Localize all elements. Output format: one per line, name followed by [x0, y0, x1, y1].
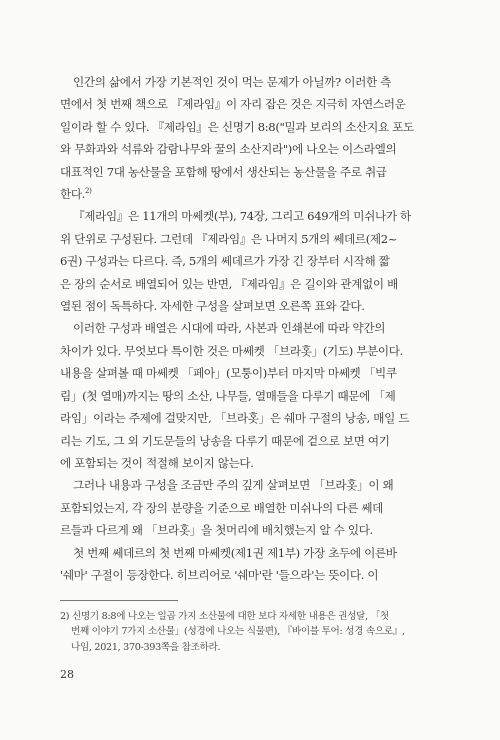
footnote-reference[interactable]: 2)	[85, 187, 92, 196]
text-line: 열된 점이 독특하다. 자세한 구성을 살펴보면 오른쪽 표와 같다.	[60, 299, 365, 314]
text-line: 와 무화과와 석류와 감람나무와 꿀의 소산지라")에 나오는 이스라엘의	[60, 142, 397, 157]
text-line: 대표적인 7대 농산물을 포함해 땅에서 생산되는 농산물을 주로 취급	[60, 164, 387, 179]
text-line: 차이가 있다. 무엇보다 특이한 것은 마쎄켓 「브라홋」(기도) 부분이다.	[60, 343, 403, 358]
text-line: 르들과 다르게 왜 「브라홋」을 첫머리에 배치했는지 알 수 있다.	[60, 523, 373, 538]
text-line: 내용을 살펴볼 때 마쎄켓 「페아」(모퉁이)부터 마지막 마쎄켓 「빅쿠	[60, 366, 397, 381]
text-line: 면에서 첫 번째 책으로 『제라임』이 자리 잡은 것은 지극히 자연스러운	[60, 97, 406, 112]
text-line: 첫 번째 쎄데르의 첫 번째 마쎄켓(제1권 제1부) 가장 초두에 이른바	[73, 545, 397, 560]
paragraph-1	[60, 71, 438, 205]
text-line: 6권) 구성과는 다르다. 즉, 5개의 쎄데르가 가장 긴 장부터 시작해 짧	[60, 254, 390, 269]
paragraph-2	[60, 205, 438, 317]
text-line: '쉐마' 구절이 등장한다. 히브리어로 '쉐마'란 '들으라'는 뜻이다. 이	[60, 567, 379, 582]
text-line-with-footnote	[60, 183, 438, 205]
paragraph-4	[60, 474, 438, 541]
text-line: 라임」이라는 주제에 걸맞지만, 「브라홋」은 쉐마 구절의 낭송, 매일 드	[60, 411, 410, 426]
text-line: 일이라 할 수 있다. 『제라임』은 신명기 8:8("밀과 보리의 소산지요 포도	[60, 119, 414, 134]
text-line: 그러나 내용과 구성을 조금만 주의 깊게 살펴보면 「브라홋」이 왜	[73, 478, 394, 493]
text-line: 이러한 구성과 배열은 시대에 따라, 사본과 인쇄본에 따라 약간의	[73, 321, 386, 336]
footnote	[60, 609, 438, 655]
footnote-line: 2) 신명기 8:8에 나오는 일곱 가지 소산물에 대한 보다 자세한 내용은 권성달, 「첫	[60, 611, 389, 622]
text-line: 리는 기도, 그 외 기도문들의 낭송을 다루기 때문에 겉으로 보면 여기	[60, 433, 390, 448]
text-line: 한다.	[60, 187, 86, 202]
text-line: 에 포함되는 것이 적절해 보이지 않는다.	[60, 455, 254, 470]
footnote-line: 나임, 2021, 370-393쪽을 참조하라.	[71, 641, 221, 653]
page-number: 28	[60, 668, 74, 681]
text-line: 인간의 삶에서 가장 기본적인 것이 먹는 문제가 아닐까? 이러한 측	[73, 75, 391, 89]
footnote-divider	[60, 600, 178, 601]
text-line: 위 단위로 구성된다. 그런데 『제라임』은 나머지 5개의 쎄데르(제2~	[60, 231, 398, 246]
text-line: 림」(첫 열매)까지는 땅의 소산, 나무들, 열매들을 다루기 때문에 「제	[60, 388, 396, 403]
text-line: 은 장의 순서로 배열되어 있는 반면, 『제라임』은 길이와 관계없이 배	[60, 276, 398, 291]
footnote-line: 번째 이야기 7가지 소산물」(성경에 나오는 식물편), 『바이블 투어: 성경 속으로』,	[71, 626, 405, 638]
paragraph-3	[60, 317, 438, 474]
text-line: 『제라임』은 11개의 마쎄켓(부), 74장, 그리고 649개의 미쉬나가 하	[73, 209, 411, 224]
body-text	[60, 71, 438, 586]
text-line: 포함되었는지, 각 장의 분량을 기준으로 배열한 미쉬나의 다른 쎄데	[60, 500, 383, 515]
paragraph-5	[60, 542, 438, 587]
